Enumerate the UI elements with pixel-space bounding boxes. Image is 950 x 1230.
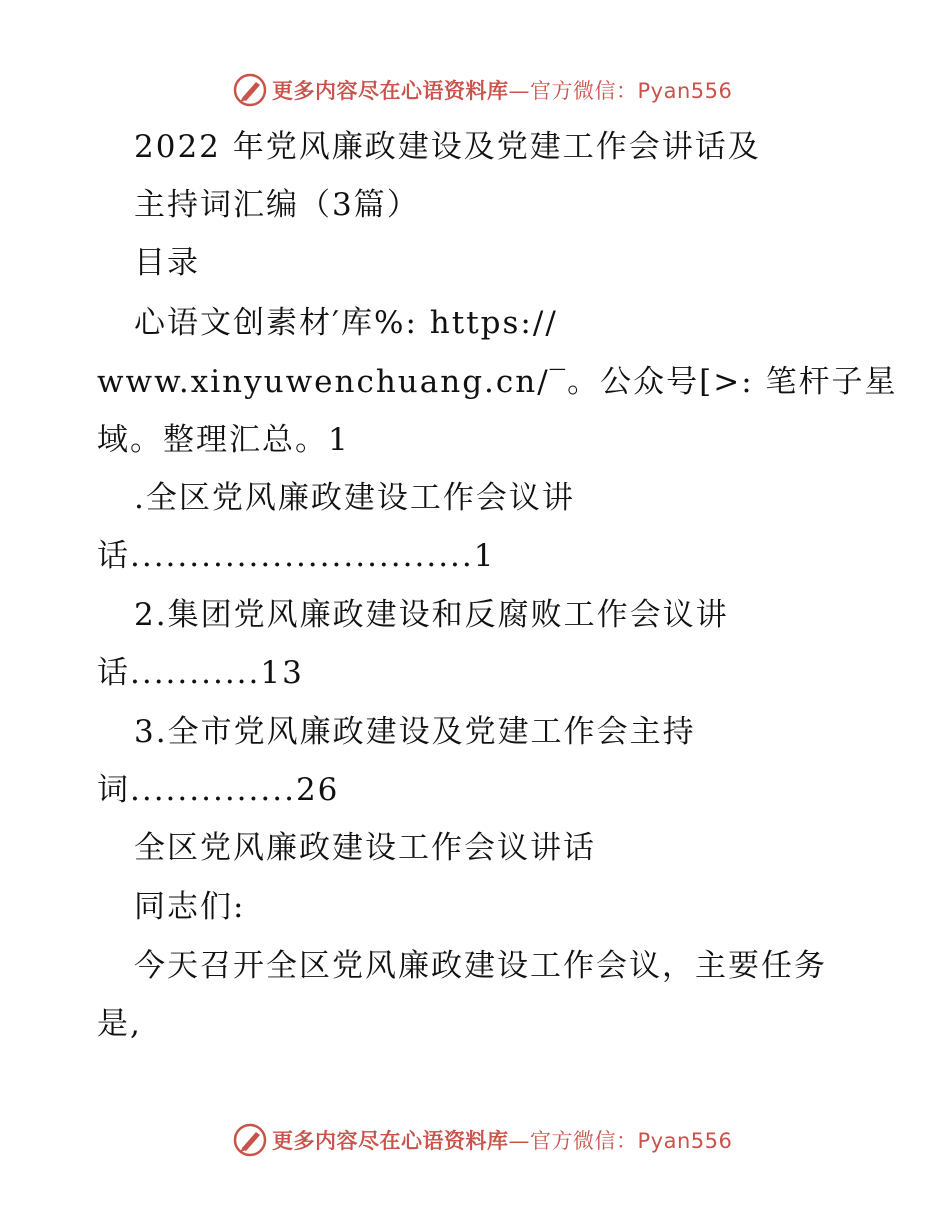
footer-watermark-banner [0, 1120, 950, 1160]
body-paragraph-line-1: 今天召开全区党风廉政建设工作会议，主要任务 [134, 948, 827, 984]
toc-entry-3-line-2: 词..............26 [97, 772, 340, 808]
source-line-2: www.xinyuwenchuang.cn/‾。公众号[>: 笔杆子星 [97, 364, 898, 400]
doc-title-line-2: 主持词汇编（3篇） [134, 187, 420, 223]
watermark-text: 更多内容尽在心语资料库—官方微信：Pyan556 [272, 79, 733, 103]
salutation: 同志们: [134, 889, 246, 925]
toc-heading: 目录 [134, 245, 200, 281]
section-title: 全区党风廉政建设工作会议讲话 [134, 830, 596, 866]
doc-title-line-1: 2022 年党风廉政建设及党建工作会讲话及 [134, 129, 761, 165]
header-watermark-banner [0, 70, 950, 110]
body-paragraph-line-2: 是, [97, 1006, 142, 1042]
source-line-3: 域。整理汇总。1 [97, 422, 350, 458]
toc-entry-3-line-1: 3.全市党风廉政建设及党建工作会主持 [134, 714, 696, 750]
pen-logo-icon [232, 1122, 268, 1158]
watermark-text: 更多内容尽在心语资料库—官方微信：Pyan556 [272, 1129, 733, 1153]
toc-entry-1-line-2: 话.............................1 [97, 538, 496, 574]
pen-logo-icon [232, 72, 268, 108]
source-line-1: 心语文创素材′库%: https:// [134, 305, 558, 341]
toc-entry-1-line-1: .全区党风廉政建设工作会议讲 [134, 480, 575, 516]
toc-entry-2-line-2: 话...........13 [97, 655, 304, 691]
toc-entry-2-line-1: 2.集团党风廉政建设和反腐败工作会议讲 [134, 597, 729, 633]
